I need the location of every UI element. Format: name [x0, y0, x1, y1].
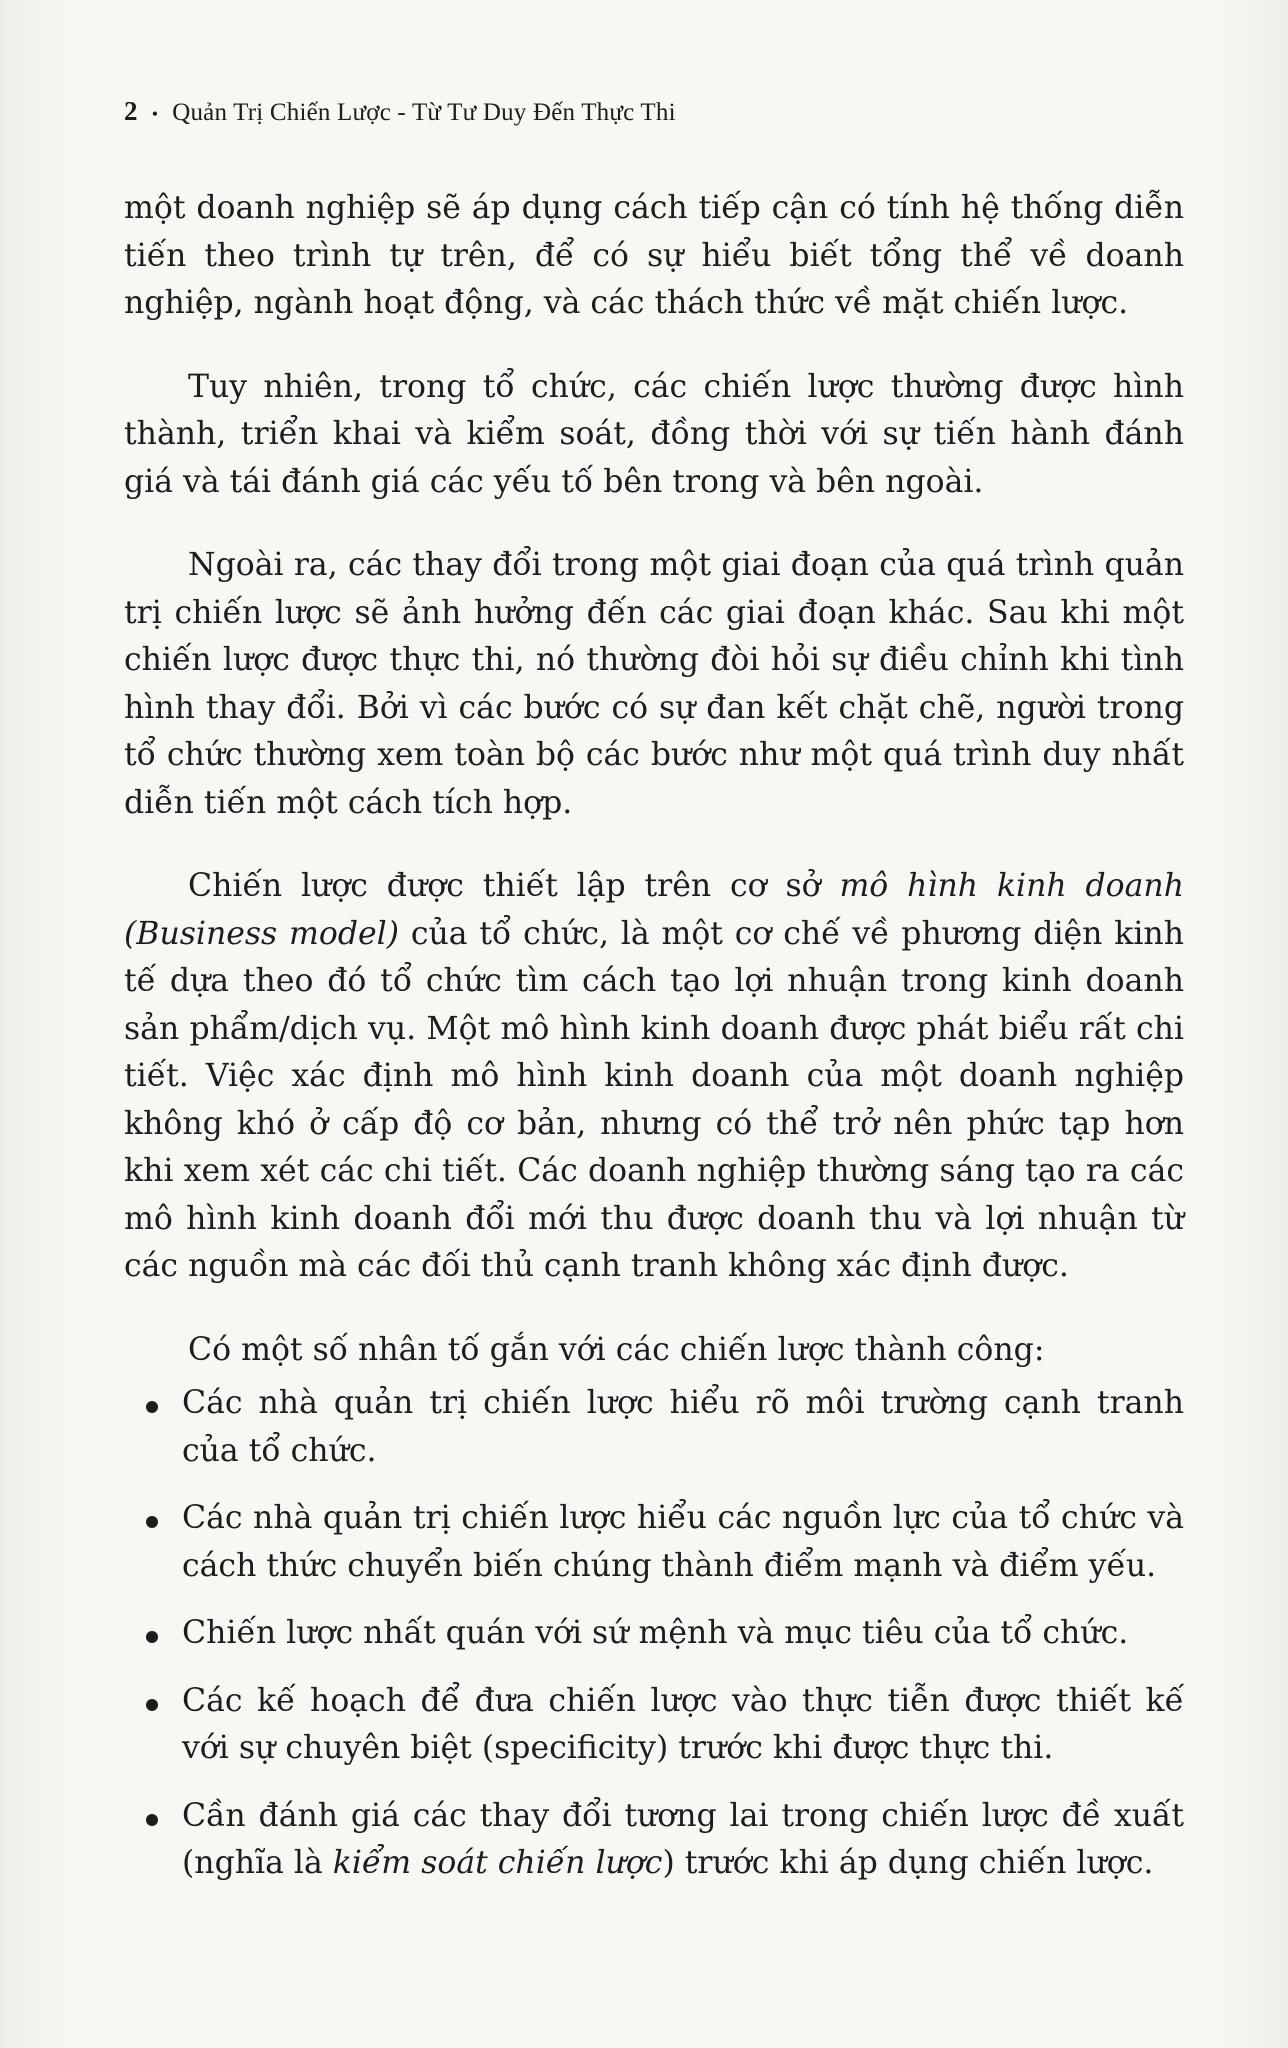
list-item-text	[182, 1798, 1184, 1882]
italic-term: kiểm soát chiến lược	[332, 1845, 663, 1881]
list-intro: Có một số nhân tố gắn với các chiến lược thành công:	[188, 1331, 1045, 1368]
italic-term: mô hình kinh doanh (Business model)	[124, 868, 1184, 952]
paragraph-continued: một doanh nghiệp sẽ áp dụng cách tiếp cận có tính hệ thống diễn tiến theo trình tự trên, để có sự hiểu biết tổng thể về doanh nghiệp, ngành hoạt động, và các thách thức về mặt chiến lược.	[124, 190, 1184, 321]
paragraph: Ngoài ra, các thay đổi trong một giai đoạn của quá trình quản trị chiến lược sẽ ảnh hưởng đến các giai đoạn khác. Sau khi một chiến lược được thực thi, nó thường đòi hỏi sự điều chỉnh khi tình hình thay đổi. Bởi vì các bước có sự đan kết chặt chẽ, người trong tổ chức thường xem toàn bộ các bước như một quá trình duy nhất diễn tiến một cách tích hợp.	[124, 547, 1184, 821]
list-item-text: Các nhà quản trị chiến lược hiểu rõ môi trường cạnh tranh của tổ chức.	[182, 1385, 1184, 1469]
list-item	[124, 1610, 1184, 1658]
page-number: 2	[124, 96, 138, 126]
list-item	[124, 1495, 1184, 1590]
running-header	[124, 96, 676, 127]
list-item-text: Các nhà quản trị chiến lược hiểu các nguồn lực của tổ chức và cách thức chuyển biến chúng thành điểm mạnh và điểm yếu.	[182, 1500, 1184, 1584]
page-body	[124, 185, 1184, 1908]
text-run: Cần đánh giá các thay đổi tương lai trong chiến lược đề xuất (nghĩa là	[182, 1797, 1184, 1881]
header-separator: •	[151, 104, 159, 124]
success-factors-list	[124, 1380, 1184, 1888]
list-item	[124, 1678, 1184, 1773]
bullet-icon	[146, 1631, 158, 1643]
list-item-text: Các kế hoạch để đưa chiến lược vào thực tiễn được thiết kế với sự chuyên biệt (specificity) trước khi được thực thi.	[182, 1682, 1184, 1766]
bullet-icon	[146, 1516, 158, 1528]
paragraph: Tuy nhiên, trong tổ chức, các chiến lược thường được hình thành, triển khai và kiểm soát, đồng thời với sự tiến hành đánh giá và tái đánh giá các yếu tố bên trong và bên ngoài.	[124, 368, 1184, 500]
bullet-icon	[146, 1699, 158, 1711]
list-item	[124, 1380, 1184, 1475]
text-run: ) trước khi áp dụng chiến lược.	[662, 1845, 1154, 1881]
text-run: Chiến lược được thiết lập trên cơ sở	[188, 868, 840, 904]
book-title: Quản Trị Chiến Lược - Từ Tư Duy Đến Thực Thi	[172, 99, 676, 126]
bullet-icon	[146, 1401, 158, 1413]
bullet-icon	[146, 1814, 158, 1826]
paragraph-business-model	[124, 863, 1184, 1291]
list-item-text: Chiến lược nhất quán với sứ mệnh và mục tiêu của tổ chức.	[182, 1615, 1129, 1651]
list-item	[124, 1793, 1184, 1888]
text-run: của tổ chức, là một cơ chế về phương diện kinh tế dựa theo đó tổ chức tìm cách tạo lợi nhuận trong kinh doanh sản phẩm/dịch vụ. Một mô hình kinh doanh được phát biểu rất chi tiết. Việc xác định mô hình kinh doanh của một doanh nghiệp không khó ở cấp độ cơ bản, nhưng có thể trở nên phức tạp hơn khi xem xét các chi tiết. Các doanh nghiệp thường sáng tạo ra các mô hình kinh doanh đổi mới thu được doanh thu và lợi nhuận từ các nguồn mà các đối thủ cạnh tranh không xác định được.	[124, 915, 1184, 1284]
